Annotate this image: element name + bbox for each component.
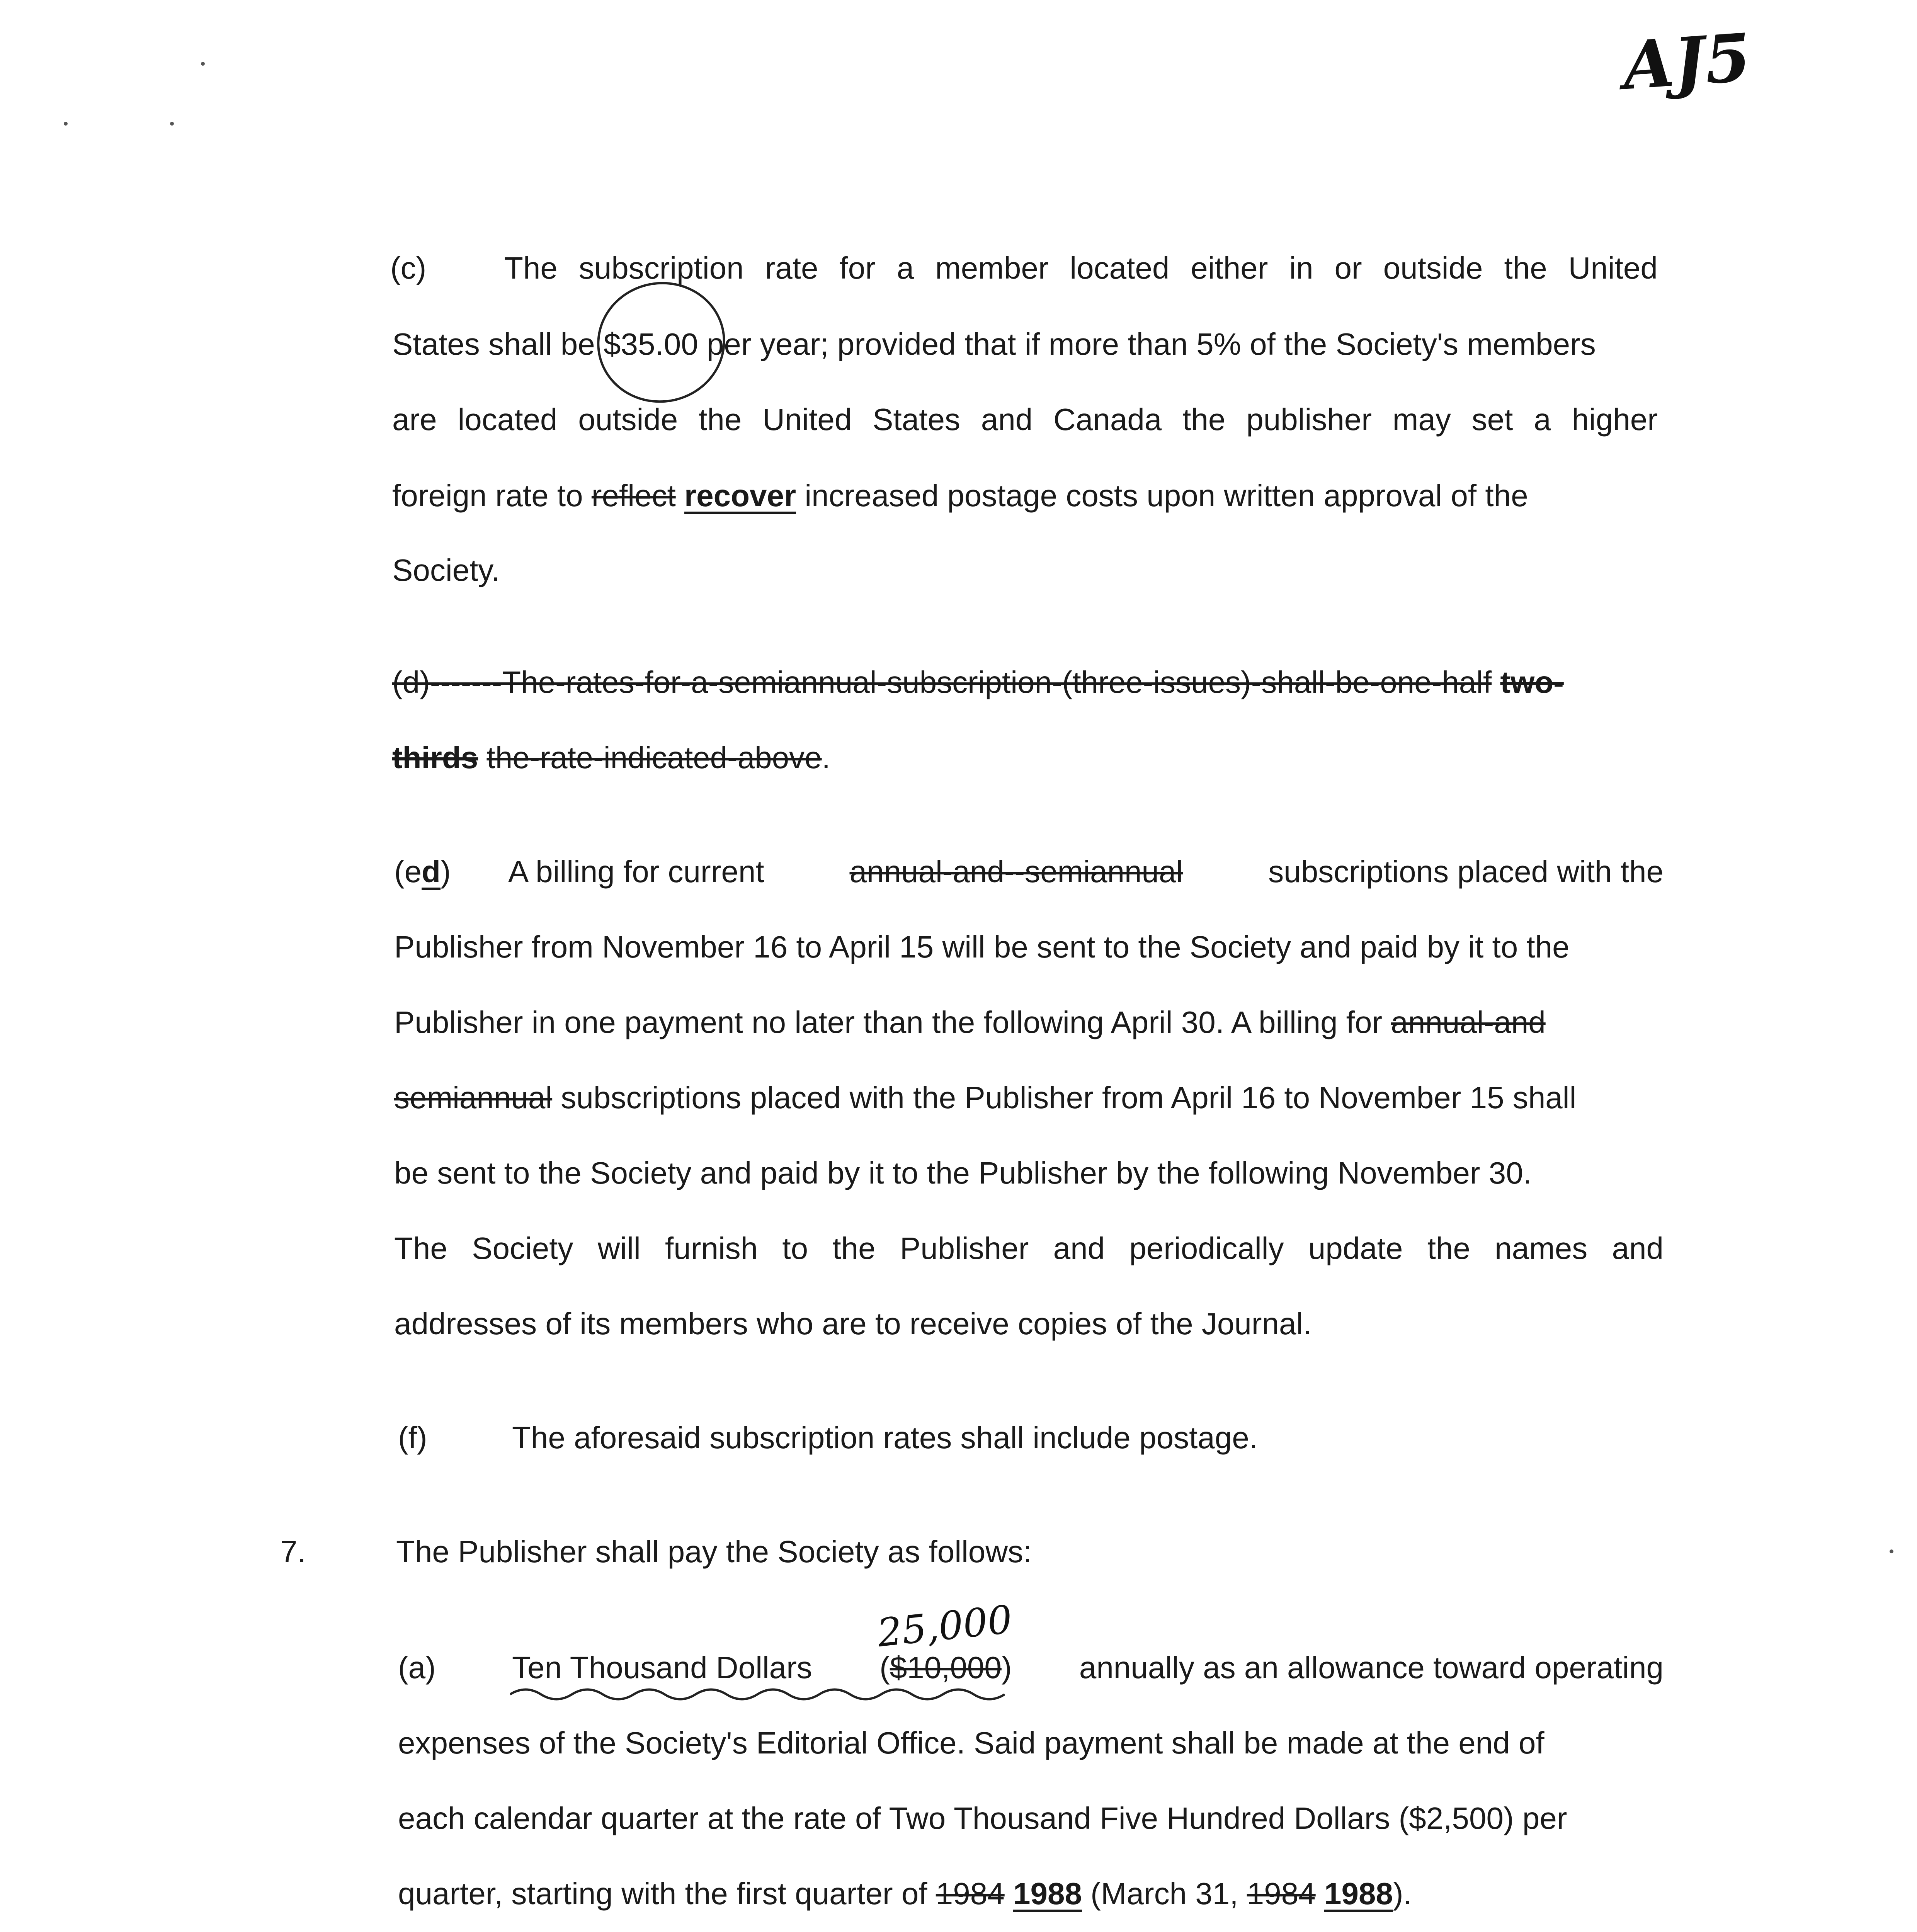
scan-speck [201, 62, 205, 66]
section-7a-line-1-b: annually as an allowance toward operating [1079, 1650, 1664, 1685]
deleted-reflect: reflect [591, 478, 676, 513]
handwritten-corner-mark: AJ5 [1620, 19, 1754, 105]
section-c-line-3-word: Canada [1053, 402, 1162, 437]
deleted-semiannual: semiannual [394, 1080, 553, 1115]
section-c-line-3-word: States [873, 402, 960, 437]
deleted-annual-semiannual: annual-and--semiannual [849, 854, 1183, 889]
section-e-line-4 [394, 1080, 1576, 1116]
section-c-line-2 [392, 327, 1658, 362]
section-c-line-3-word: located [458, 402, 558, 437]
section-e-line-2: Publisher from November 16 to April 15 will be sent to the Society and paid by it to the [394, 930, 1570, 964]
section-c-line-3-word: outside [578, 402, 678, 437]
section-c-line-1-word: United [1568, 251, 1658, 285]
section-c-line-3-word: higher [1572, 402, 1658, 437]
scan-speck [170, 122, 174, 126]
handwritten-wavy-underline [510, 1683, 1005, 1706]
section-e-line-3 [394, 1005, 1546, 1040]
section-d-line-2 [392, 740, 830, 776]
section-7a-line-2: expenses of the Society's Editorial Office. Said payment shall be made at the end of [398, 1726, 1544, 1760]
scan-speck [64, 122, 68, 126]
inserted-1988-second: 1988 [1324, 1876, 1393, 1911]
section-c-line-1-word: either [1191, 251, 1268, 285]
section-c-line-1-word: in [1289, 251, 1313, 285]
section-c-line-3-word: United [762, 402, 852, 437]
section-c-line-3 [392, 402, 1658, 437]
section-e-line-7: addresses of its members who are to receive copies of the Journal. [394, 1306, 1312, 1341]
section-7a-line-4 [398, 1876, 1412, 1912]
section-c-line-2-pre: States shall be [392, 327, 595, 361]
deleted-10000: $10,000 [890, 1650, 1002, 1685]
section-c-line-3-word: are [392, 402, 437, 437]
section-f-text: The aforesaid subscription rates shall include postage. [512, 1420, 1258, 1455]
section-e-label-post: ) [441, 854, 451, 889]
paren-open: ( [879, 1650, 890, 1685]
deleted-rate-indicated: the-rate-indicated-above [486, 740, 822, 775]
section-7-text: The Publisher shall pay the Society as follows: [396, 1534, 1032, 1569]
section-e-line-6: The Society will furnish to the Publisher and periodically update the names and [394, 1231, 1664, 1265]
deleted-1984-first: 1984 [936, 1876, 1005, 1911]
section-e-line-1 [508, 854, 1664, 889]
inserted-thirds: thirds [392, 740, 478, 775]
subscription-rate: $35.00 [604, 327, 698, 361]
section-c-line-3-word: publisher [1246, 402, 1372, 437]
section-7a-line-1-a: Ten Thousand Dollars [512, 1650, 812, 1685]
section-7a-line-4-b: (March 31, [1090, 1876, 1238, 1911]
inserted-two: two- [1500, 665, 1564, 699]
section-c-line-5: Society. [392, 553, 500, 587]
section-c-line-4 [392, 478, 1528, 514]
section-c-line-3-word: the [699, 402, 742, 437]
deleted-1984-second: 1984 [1247, 1876, 1316, 1911]
section-c-line-4-pre: foreign rate to [392, 478, 583, 513]
handwritten-circle-rate [587, 272, 735, 413]
section-d-line-1 [392, 665, 1564, 700]
section-c-line-1-word: the [1504, 251, 1547, 285]
section-c-line-3-word: set [1471, 402, 1513, 437]
section-c-line-2-post: per year; provided that if more than 5% of the Society's members [706, 327, 1596, 361]
section-c-line-1-word: member [935, 251, 1049, 285]
section-c-line-1-word: The [504, 251, 558, 285]
section-7a-line-3: each calendar quarter at the rate of Two Thousand Five Hundred Dollars ($2,500) per [398, 1801, 1567, 1835]
section-e-line-3-a: Publisher in one payment no later than the following April 30. A billing for [394, 1005, 1383, 1039]
section-e-line-4-b: subscriptions placed with the Publisher from April 16 to November 15 shall [561, 1080, 1577, 1115]
section-e-line-1-a: A billing for current [508, 854, 764, 889]
section-7a-line-4-end: ). [1393, 1876, 1412, 1911]
section-c-line-1-word: subscription [578, 251, 744, 285]
section-c-line-1-word: outside [1383, 251, 1483, 285]
section-e-line-1-b: subscriptions placed with the [1268, 854, 1664, 889]
deleted-section-d: (d)-------The-rates-for-a-semiannual-subscription-(three-issues)-shall-be-one-half [392, 665, 1492, 699]
section-f-label: (f) [398, 1420, 427, 1455]
section-7a-line-1 [512, 1650, 1664, 1685]
section-c-label: (c) [390, 251, 427, 285]
section-e-label-pre: (e [394, 854, 422, 889]
section-c-line-1-word: for [839, 251, 876, 285]
section-c-line-4-post: increased postage costs upon written approval of the [805, 478, 1528, 513]
section-e-line-5: be sent to the Society and paid by it to the Publisher by the following November 30. [394, 1156, 1532, 1190]
inserted-1988-first: 1988 [1013, 1876, 1082, 1911]
section-7-number: 7. [280, 1534, 306, 1569]
section-c-line-3-word: and [981, 402, 1033, 437]
section-7a-amount [879, 1650, 1012, 1685]
scan-speck [1890, 1549, 1893, 1553]
section-c-line-3-word: the [1182, 402, 1226, 437]
handwritten-amount: 25,000 [875, 1597, 1015, 1656]
inserted-recover: recover [684, 478, 796, 513]
section-c-line-1-word: located [1070, 251, 1170, 285]
section-7a-line-4-a: quarter, starting with the first quarter of [398, 1876, 927, 1911]
paren-close: ) [1001, 1650, 1012, 1685]
section-e-label [394, 854, 451, 889]
section-c-line-3-word: a [1534, 402, 1551, 437]
section-e-label-inserted: d [422, 854, 441, 889]
section-c-line-3-word: may [1392, 402, 1451, 437]
section-7a-label: (a) [398, 1650, 436, 1685]
section-c-line-1 [504, 250, 1658, 286]
section-d-period: . [822, 740, 830, 775]
section-c-line-1-word: or [1334, 251, 1362, 285]
deleted-annual-and: annual-and [1391, 1005, 1546, 1039]
section-c-line-1-word: a [896, 251, 914, 285]
section-c-line-1-word: rate [765, 251, 818, 285]
